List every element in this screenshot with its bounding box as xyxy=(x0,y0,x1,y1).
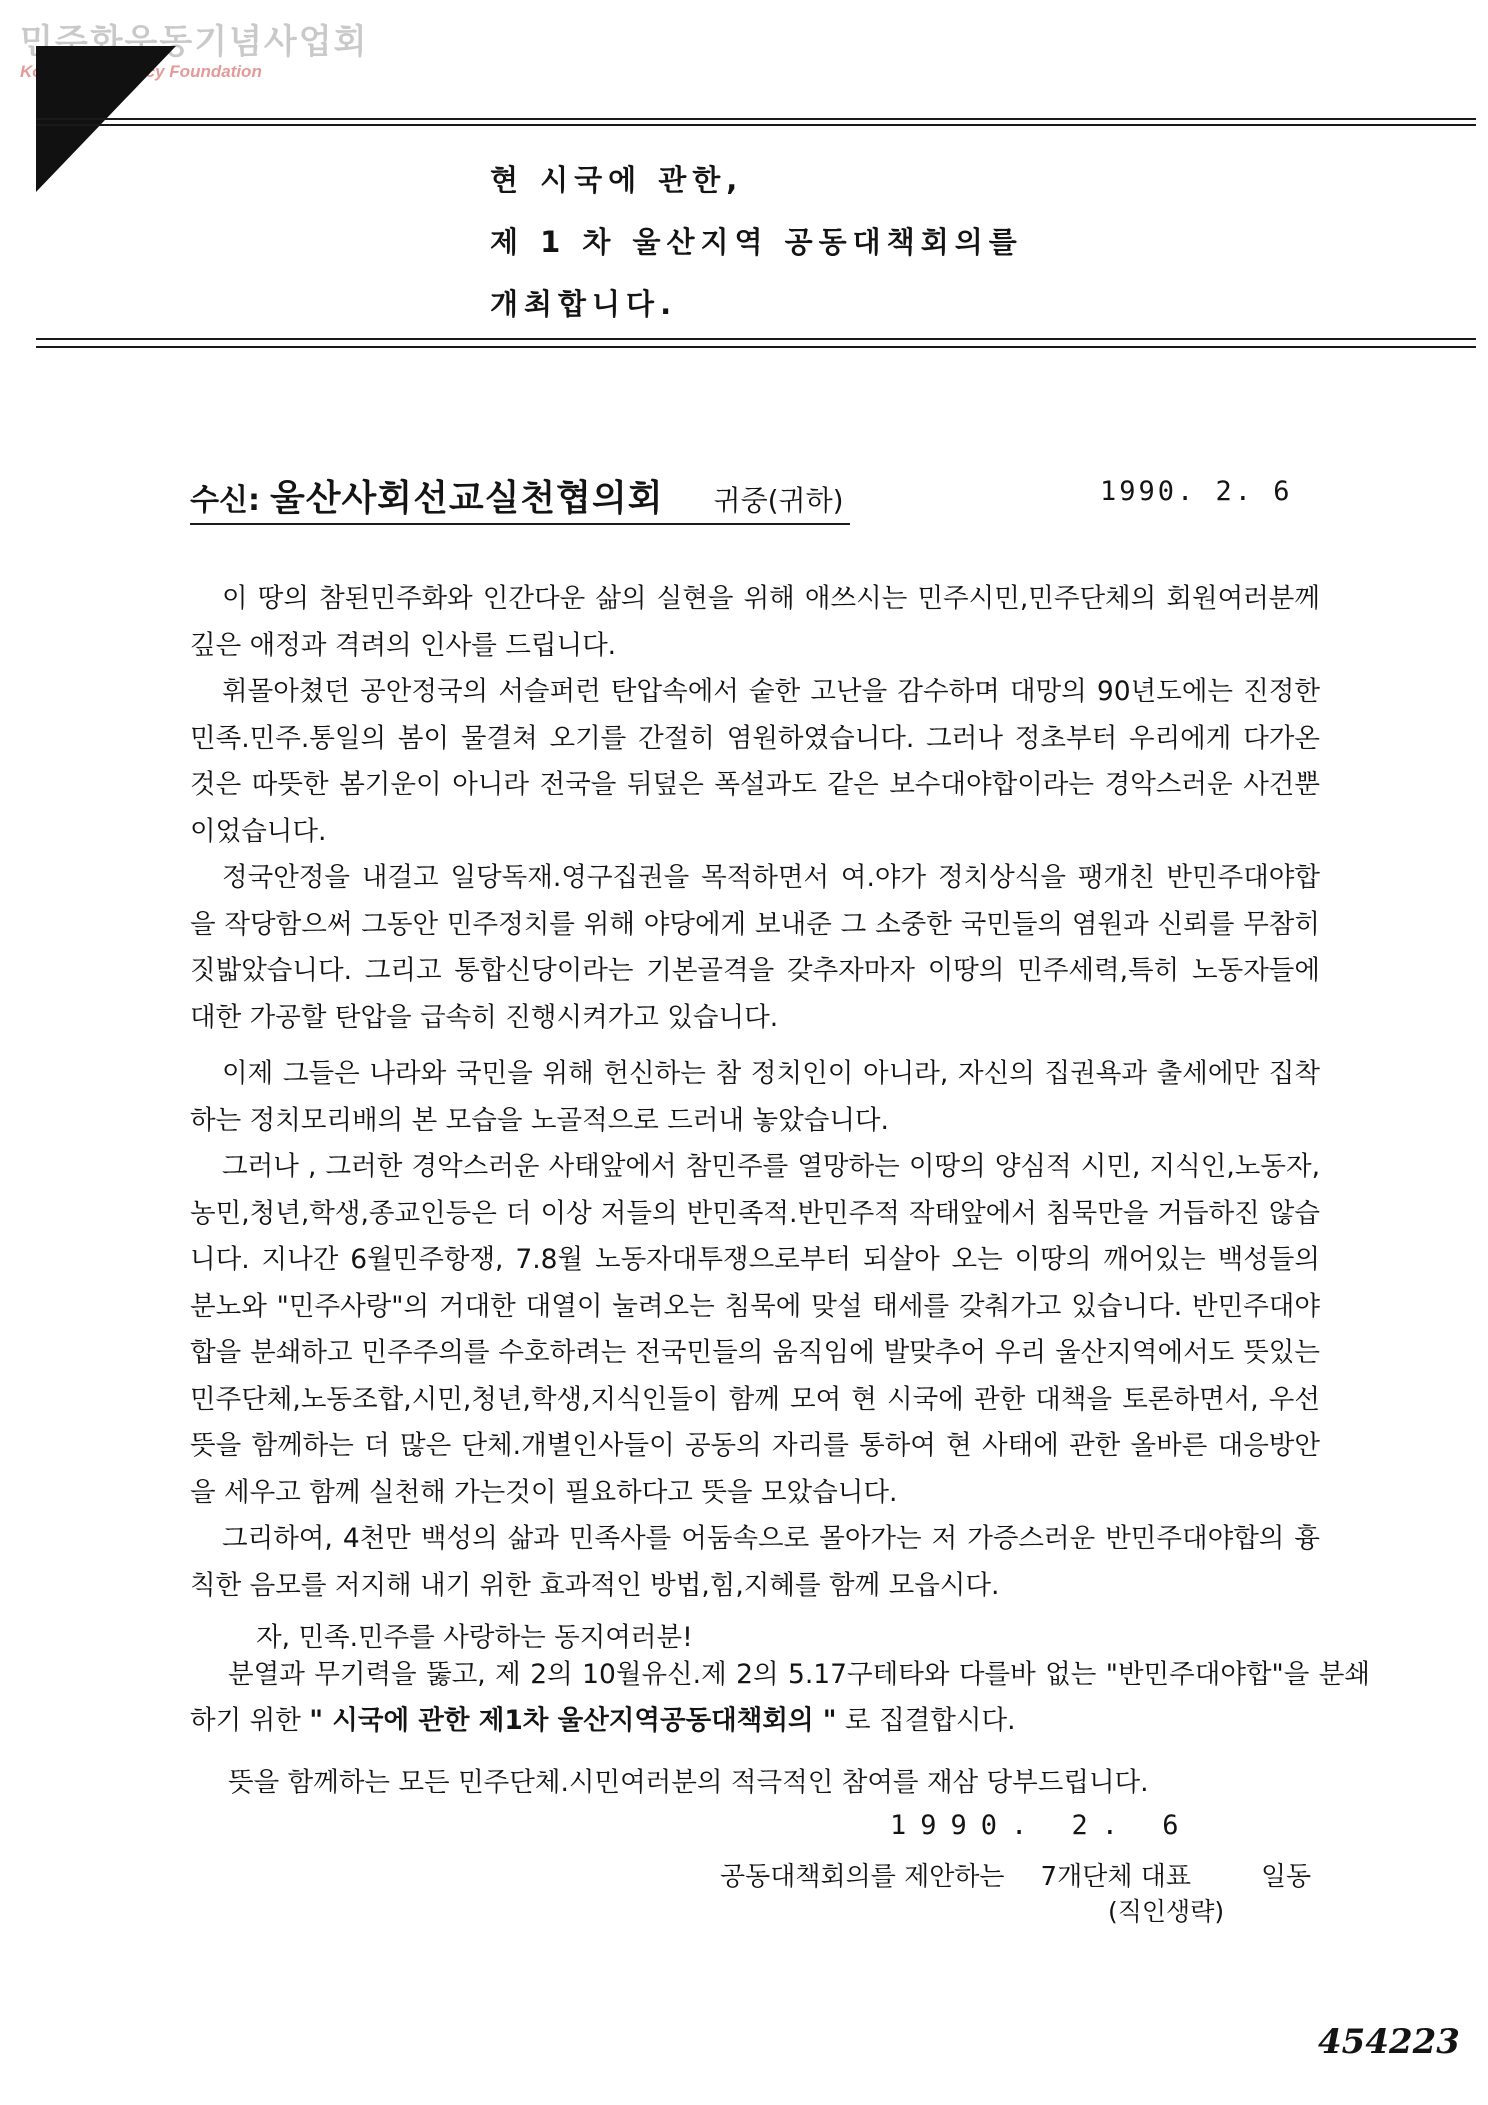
body-paragraph-call: 그리하여, 4천만 백성의 삶과 민족사를 어둠속으로 몰아가는 저 가증스러운 반민주대야합의 흉칙한 음모를 저지해 내기 위한 효과적인 방법,힘,지혜를 함께 모읍시다. xyxy=(190,1523,1320,1601)
recipient-organization: 울산사회선교실천협의회 xyxy=(269,477,664,519)
closing-paragraph-request: 뜻을 함께하는 모든 민주단체.시민여러분의 적극적인 참여를 재삼 당부드립니다. xyxy=(228,1767,1149,1798)
body-paragraph-greeting: 이 땅의 참된민주화와 인간다운 삶의 실현을 위해 애쓰시는 민주시민,민주단체의 회원여러분께 깊은 애정과 격려의 인사를 드립니다. xyxy=(190,583,1320,661)
recipient-line xyxy=(190,470,844,521)
body-paragraph-coalition: 정국안정을 내걸고 일당독재.영구집권을 목적하면서 여.야가 정치상식을 팽개친 반민주대야합을 작당함으써 그동안 민주정치를 위해 야당에게 보내준 그 소중한 국민들의 염원과 신뢰를 무참히 짓밟았습니다. 그리고 통합신당이라는 기본골격을 갖추자마자 이땅의 민주세력,특히 노동자들에 대한 가공할 탄압을 급속히 진행시켜가고 있습니다. xyxy=(190,862,1320,1033)
header-bottom-rule xyxy=(36,338,1476,340)
closing-text-part-1: 분열과 무기력을 뚫고, 제 2의 10월유신.제 2의 5.17구테타와 다를바 없는 "반민주대야합"을 분쇄하기 위한 xyxy=(190,1659,1370,1736)
recipient-underline xyxy=(190,523,850,525)
closing-gathering xyxy=(190,1652,1370,1744)
header-line-1: 현 시국에 관한, xyxy=(490,163,744,197)
watermark-korean: 민주화운동기념사업회 xyxy=(20,22,369,62)
header-line-2: 제 1 차 울산지역 공동대책회의를 xyxy=(490,225,1023,259)
body-paragraph-background: 휘몰아쳤던 공안정국의 서슬퍼런 탄압속에서 숱한 고난을 감수하며 대망의 90년도에는 진정한 민족.민주.통일의 봄이 물결쳐 오기를 간절히 염원하였습니다. 그러나 정초부터 우리에게 다가온 것은 따뜻한 봄기운이 아니라 전국을 뒤덮은 폭설과도 같은 보수대야합이라는 경악스러운 사건뿐이었습니다. xyxy=(190,676,1320,847)
closing-paragraph-gather xyxy=(190,1652,1370,1744)
closing-request xyxy=(190,1760,1370,1806)
watermark-english: Korea Democracy Foundation xyxy=(20,62,262,81)
recipient-honorific: 귀중(귀하) xyxy=(713,484,844,517)
signature-proposer: 공동대책회의를 제안하는 xyxy=(720,1862,1005,1892)
top-rule-secondary xyxy=(36,124,1476,126)
signature-date: 1990. 2. 6 xyxy=(890,1810,1193,1841)
letter-body xyxy=(190,576,1320,1672)
signature-all: 일동 xyxy=(1260,1862,1312,1892)
closing-text-part-2: 로 집결합시다. xyxy=(836,1705,1016,1736)
top-rule xyxy=(36,118,1476,120)
body-paragraph-response: 그러나 , 그러한 경악스러운 사태앞에서 참민주를 열망하는 이땅의 양심적 시민, 지식인,노동자,농민,청년,학생,종교인등은 더 이상 저들의 반민족적.반민주적 작태앞에서 침묵만을 거듭하진 않습니다. 지나간 6월민주항쟁, 7.8월 노동자대투쟁으로부터 되살아 오는 이땅의 깨어있는 백성들의 분노와 "민주사랑"의 거대한 대열이 눌려오는 침묵에 맞설 태세를 갖춰가고 있습니다. 반민주대야합을 분쇄하고 민주주의를 수호하려는 전국민들의 움직임에 발맞추어 우리 울산지역에서도 뜻있는 민주단체,노동조합,시민,청년,학생,지식인들이 함께 모여 현 시국에 관한 대책을 토론하면서, 우선 뜻을 함께하는 더 많은 단체.개별인사들이 공동의 자리를 통하여 현 사태에 관한 올바른 대응방안을 세우고 함께 실천해 가는것이 필요하다고 뜻을 모았습니다. xyxy=(190,1151,1320,1508)
seal-omitted-note: (직인생략) xyxy=(1108,1897,1225,1926)
recipient-label: 수신: xyxy=(190,483,260,518)
body-paragraph-exclamation: 자, 민족.민주를 사랑하는 동지여러분! xyxy=(256,1622,693,1653)
document-number: 454223 xyxy=(1318,2022,1460,2062)
meeting-name: " 시국에 관한 제1차 울산지역공동대책회의 " xyxy=(309,1705,837,1736)
body-paragraph-politicians: 이제 그들은 나라와 국민을 위해 헌신하는 참 정치인이 아니라, 자신의 집권욕과 출세에만 집착하는 정치모리배의 본 모습을 노골적으로 드러내 놓았습니다. xyxy=(190,1058,1320,1136)
document-date: 1990. 2. 6 xyxy=(1100,476,1293,507)
header-line-3: 개최합니다. xyxy=(490,287,678,321)
signature-representatives: 7개단체 대표 xyxy=(1040,1862,1191,1892)
signature-line xyxy=(720,1856,1311,1893)
header-bottom-rule-secondary xyxy=(36,346,1476,348)
